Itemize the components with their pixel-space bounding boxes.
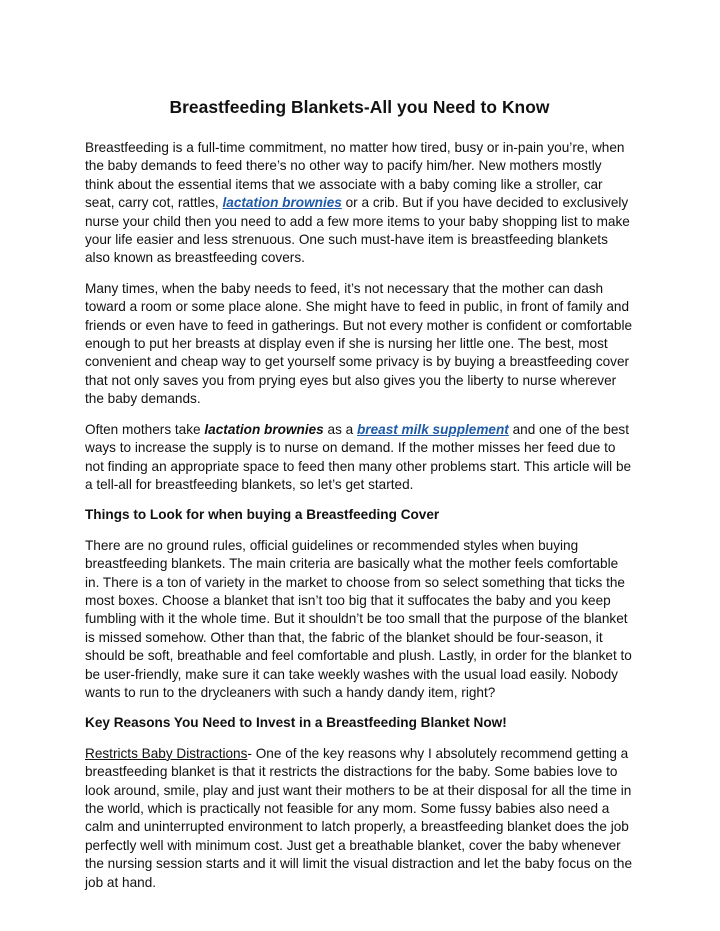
supply-text-c: and one of the best ways to increase the supply is to nurse on demand. If the mother misses her feed due to not finding an appropriate space to feed then many other problems start. This article will be a tell-all for breastfeeding blankets, so let’s get started. — [85, 421, 632, 492]
restricts-distractions-lead: Restricts Baby Distractions — [85, 745, 248, 761]
distractions-paragraph — [85, 745, 634, 892]
breast-milk-supplement-link[interactable]: breast milk supplement — [356, 421, 509, 437]
section-heading-key-reasons: Key Reasons You Need to Invest in a Breastfeeding Blanket Now! — [85, 715, 507, 731]
supply-text-a: Often mothers take — [85, 421, 205, 437]
lactation-brownies-link[interactable]: lactation brownies — [222, 195, 342, 211]
supply-text-b: as a — [323, 421, 357, 437]
intro-text-a: Breastfeeding is a full-time commitment, no matter how tired, busy or in-pain you’re, when the baby demands to feed there’s no other way to pacify him/her. New mothers mostly think about the essential items that we associate with a baby coming like a stroller, car seat, carry cot, rattles, — [85, 140, 625, 211]
page-title: Breastfeeding Blankets-All you Need to Know — [169, 97, 550, 117]
intro-paragraph — [85, 139, 634, 268]
intro-text-b: or a crib. But if you have decided to exclusively nurse your child then you need to add a few more items to your baby shopping list to make your life easier and less strenuous. One such must-have item is breastfeeding blankets also known as breastfeeding covers. — [85, 195, 630, 266]
supply-paragraph — [85, 421, 634, 495]
distractions-text: - One of the key reasons why I absolutely recommend getting a breastfeeding blanket is that it restricts the distractions for the baby. Some babies love to look around, smile, play and just want their mothers to be at their disposal for all the time in the world, which is practically not feasible for any mom. Some fussy babies also need a calm and uninterrupted environment to latch properly, a breastfeeding blanket does the job perfectly well with minimum cost. Just get a breathable blanket, cover the baby whenever the nursing session starts and it will limit the visual distraction and let the baby focus on the job at hand. — [85, 745, 633, 890]
section-heading-things-to-look-for: Things to Look for when buying a Breastfeeding Cover — [85, 507, 440, 523]
criteria-paragraph: There are no ground rules, official guidelines or recommended styles when buying breastfeeding blankets. The main criteria are basically what the mother feels comfortable in. There is a ton of variety in the market to choose from so select something that ticks the most boxes. Choose a blanket that isn’t too big that it suffocates the baby and you keep fumbling with it the whole time. But it shouldn’t be too small that the purpose of the blanket is missed somehow. Other than that, the fabric of the blanket should be four-season, it should be soft, breathable and feel comfortable and plush. Lastly, in order for the blanket to be user-friendly, make sure it can take weekly washes with the usual load easily. Nobody wants to run to the drycleaners with such a handy dandy item, right? — [85, 537, 632, 700]
lactation-brownies-emphasis: lactation brownies — [204, 421, 324, 437]
privacy-paragraph: Many times, when the baby needs to feed, it’s not necessary that the mother can dash toward a room or some place alone. She might have to feed in public, in front of family and friends or even have to feed in gatherings. But not every mother is confident or comfortable enough to put her breasts at display even if she is nursing her little one. The best, most convenient and cheap way to get yourself some privacy is by buying a breastfeeding cover that not only saves you from prying eyes but also gives you the liberty to nurse wherever the baby demands. — [85, 280, 633, 407]
